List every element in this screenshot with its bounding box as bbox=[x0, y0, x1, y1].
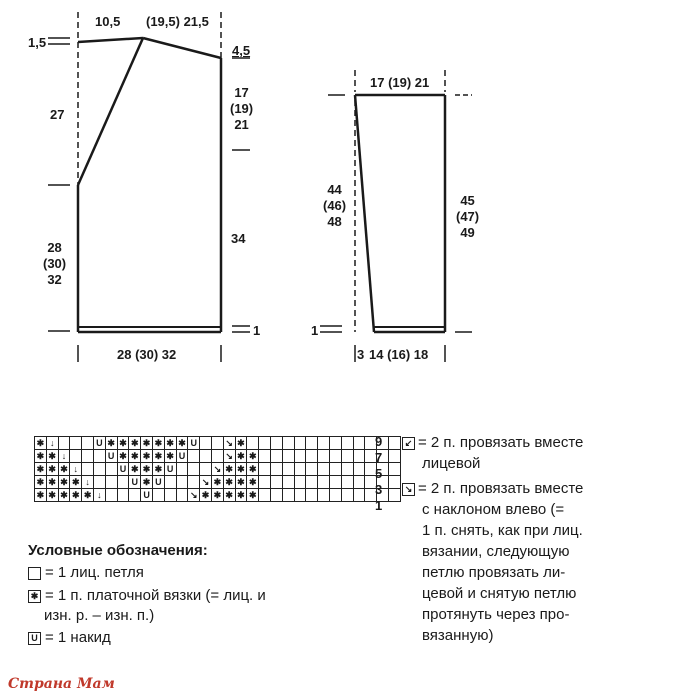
chart-cell bbox=[388, 437, 400, 450]
yarn-over-icon: U bbox=[28, 632, 41, 645]
chart-cell bbox=[294, 437, 306, 450]
chart-cell bbox=[318, 450, 330, 463]
chart-cell: ✱ bbox=[235, 476, 247, 489]
chart-cell bbox=[388, 463, 400, 476]
chart-cell bbox=[329, 437, 341, 450]
left-piece-shoulder-left bbox=[78, 38, 143, 42]
chart-cell bbox=[259, 489, 271, 502]
chart-cell: ✱ bbox=[223, 463, 235, 476]
chart-cell: ✱ bbox=[235, 437, 247, 450]
chart-cell bbox=[270, 489, 282, 502]
chart-cell: ✱ bbox=[58, 489, 70, 502]
chart-cell: U bbox=[105, 450, 117, 463]
chart-cell bbox=[152, 489, 164, 502]
chart-cell bbox=[117, 476, 129, 489]
chart-cell bbox=[176, 476, 188, 489]
bottom-width: 28 (30) 32 bbox=[117, 347, 177, 362]
chart-cell: ✱ bbox=[117, 437, 129, 450]
chart-cell: ✱ bbox=[117, 450, 129, 463]
chart-cell: ✱ bbox=[46, 463, 58, 476]
chart-cell: ✱ bbox=[223, 489, 235, 502]
chart-cell bbox=[200, 450, 212, 463]
chart-cell: ✱ bbox=[247, 463, 259, 476]
legend-garter: ✱ = 1 п. платочной вязки (= лиц. и bbox=[28, 586, 266, 606]
chart-cell: ✱ bbox=[46, 489, 58, 502]
garter-stitch-icon: ✱ bbox=[28, 590, 41, 603]
chart-cell: ✱ bbox=[247, 489, 259, 502]
chart-cell bbox=[353, 476, 365, 489]
chart-cell bbox=[318, 437, 330, 450]
chart-cell bbox=[341, 463, 353, 476]
chart-cell bbox=[82, 450, 94, 463]
row-number: 5 bbox=[375, 466, 383, 481]
chart-cell bbox=[294, 476, 306, 489]
chart-cell bbox=[306, 476, 318, 489]
body-left-height: 28 (30) 32 bbox=[43, 240, 67, 287]
chart-cell bbox=[117, 489, 129, 502]
chart-cell: ↘ bbox=[211, 463, 223, 476]
chart-cell bbox=[70, 437, 82, 450]
chart-cell: ✱ bbox=[46, 450, 58, 463]
legend-garter-cont: изн. р. – изн. п.) bbox=[44, 607, 155, 624]
chart-cell: ✱ bbox=[152, 463, 164, 476]
sleeve-bottom-a: 3 bbox=[357, 347, 365, 362]
chart-cell bbox=[259, 437, 271, 450]
row-number: 9 bbox=[375, 434, 383, 449]
chart-cell bbox=[341, 450, 353, 463]
chart-cell: ✱ bbox=[35, 437, 47, 450]
chart-cell bbox=[259, 450, 271, 463]
chart-cell bbox=[388, 476, 400, 489]
chart-cell: ↘ bbox=[188, 489, 200, 502]
chart-cell: U bbox=[152, 476, 164, 489]
row-number: 1 bbox=[375, 498, 383, 513]
left-piece-neck-diagonal bbox=[78, 38, 143, 185]
chart-cell bbox=[259, 476, 271, 489]
chart-cell bbox=[82, 463, 94, 476]
chart-cell: ✱ bbox=[82, 489, 94, 502]
chart-cell: ↓ bbox=[46, 437, 58, 450]
chart-cell bbox=[282, 476, 294, 489]
top-left-width: 10,5 bbox=[95, 14, 121, 29]
chart-cell bbox=[282, 463, 294, 476]
chart-cell: ✱ bbox=[141, 437, 153, 450]
chart-cell bbox=[294, 450, 306, 463]
chart-cell bbox=[93, 463, 105, 476]
chart-cell bbox=[318, 476, 330, 489]
chart-cell bbox=[353, 437, 365, 450]
chart-cell bbox=[294, 489, 306, 502]
body-right-height: 34 bbox=[231, 231, 246, 246]
sleeve-left-height: 44 (46) 48 bbox=[323, 182, 347, 229]
chart-cell bbox=[306, 437, 318, 450]
chart-cell: ✱ bbox=[35, 489, 47, 502]
chart-cell bbox=[247, 437, 259, 450]
chart-cell: ✱ bbox=[164, 437, 176, 450]
chart-cell bbox=[388, 489, 400, 502]
chart-cell bbox=[306, 450, 318, 463]
chart-cell: ✱ bbox=[70, 476, 82, 489]
chart-cell bbox=[259, 463, 271, 476]
chart-cell: ✱ bbox=[141, 476, 153, 489]
left-piece-shoulder-right bbox=[143, 38, 221, 58]
watermark-logo: Страна Мам bbox=[8, 676, 115, 692]
legend-knit: = 1 лиц. петля bbox=[28, 563, 144, 583]
chart-cell: U bbox=[164, 463, 176, 476]
chart-cell bbox=[93, 476, 105, 489]
chart-cell: ✱ bbox=[141, 463, 153, 476]
chart-cell bbox=[282, 437, 294, 450]
knitting-chart bbox=[34, 436, 401, 502]
chart-row bbox=[35, 450, 401, 463]
chart-cell bbox=[164, 476, 176, 489]
legend-ssk: ↘ = 2 п. провязать вместе с наклоном влево (= 1 п. снять, как при лиц. вязании, следующую петлю провязать ли- цевой и снятую петлю протянуть через про- вязанную) bbox=[402, 478, 672, 646]
chart-cell bbox=[270, 450, 282, 463]
chart-cell bbox=[93, 450, 105, 463]
legend-title: Условные обозначения: bbox=[28, 542, 208, 559]
armhole-left-height: 27 bbox=[50, 107, 65, 122]
chart-cell: ✱ bbox=[35, 450, 47, 463]
chart-cell: ✱ bbox=[141, 450, 153, 463]
sleeve-bottom-left-mark: 1 bbox=[311, 323, 319, 338]
sleeve-bottom-b: 14 (16) 18 bbox=[369, 347, 429, 362]
legend-yarn-over: U = 1 накид bbox=[28, 628, 111, 648]
chart-cell: ✱ bbox=[152, 437, 164, 450]
chart-cell: ✱ bbox=[247, 476, 259, 489]
chart-cell bbox=[329, 476, 341, 489]
chart-cell bbox=[105, 463, 117, 476]
chart-cell: ✱ bbox=[58, 476, 70, 489]
chart-cell bbox=[188, 463, 200, 476]
chart-cell bbox=[164, 489, 176, 502]
chart-row bbox=[35, 463, 401, 476]
chart-cell: ↘ bbox=[200, 476, 212, 489]
chart-cell bbox=[282, 450, 294, 463]
chart-cell bbox=[341, 437, 353, 450]
top-right-width: (19,5) 21,5 bbox=[146, 14, 209, 29]
chart-cell bbox=[70, 450, 82, 463]
chart-cell bbox=[176, 463, 188, 476]
legend-k2tog: ↙ = 2 п. провязать вместе лицевой bbox=[402, 432, 672, 474]
chart-cell: ✱ bbox=[235, 450, 247, 463]
chart-cell: ✱ bbox=[247, 450, 259, 463]
chart-cell bbox=[353, 463, 365, 476]
chart-cell: U bbox=[176, 450, 188, 463]
chart-cell: ✱ bbox=[105, 437, 117, 450]
chart-row bbox=[35, 476, 401, 489]
sleeve-left-edge bbox=[355, 95, 374, 332]
chart-cell bbox=[211, 437, 223, 450]
chart-cell bbox=[353, 489, 365, 502]
chart-cell: ↓ bbox=[58, 450, 70, 463]
sleeve-top-width: 17 (19) 21 bbox=[370, 75, 430, 90]
chart-cell: ✱ bbox=[129, 450, 141, 463]
chart-cell bbox=[270, 437, 282, 450]
chart-cell bbox=[200, 437, 212, 450]
chart-cell bbox=[306, 463, 318, 476]
chart-cell bbox=[58, 437, 70, 450]
chart-cell: ✱ bbox=[235, 489, 247, 502]
left-top-mark: 1,5 bbox=[28, 35, 47, 50]
chart-cell: U bbox=[129, 476, 141, 489]
bottom-right-mark: 1 bbox=[253, 323, 261, 338]
chart-cell bbox=[105, 476, 117, 489]
chart-cell bbox=[129, 489, 141, 502]
chart-cell: ✱ bbox=[164, 450, 176, 463]
empty-square-icon bbox=[28, 567, 41, 580]
chart-row bbox=[35, 437, 401, 450]
chart-cell bbox=[82, 437, 94, 450]
chart-cell: ✱ bbox=[70, 489, 82, 502]
k2tog-icon: ↙ bbox=[402, 437, 415, 450]
chart-cell bbox=[105, 489, 117, 502]
right-top-mark: 4,5 bbox=[232, 43, 251, 58]
row-number: 3 bbox=[375, 482, 383, 497]
chart-cell: ✱ bbox=[46, 476, 58, 489]
chart-cell bbox=[306, 489, 318, 502]
chart-cell: ↓ bbox=[70, 463, 82, 476]
chart-cell bbox=[188, 476, 200, 489]
chart-cell: ↘ bbox=[223, 437, 235, 450]
chart-cell: ✱ bbox=[35, 463, 47, 476]
armhole-right-height: 17 (19) 21 bbox=[230, 85, 254, 132]
chart-cell bbox=[329, 489, 341, 502]
chart-cell: ↓ bbox=[93, 489, 105, 502]
chart-cell bbox=[200, 463, 212, 476]
chart-cell bbox=[188, 450, 200, 463]
chart-cell bbox=[282, 489, 294, 502]
chart-cell: ✱ bbox=[129, 463, 141, 476]
chart-cell: U bbox=[188, 437, 200, 450]
row-number: 7 bbox=[375, 450, 383, 465]
chart-cell: U bbox=[117, 463, 129, 476]
chart-cell bbox=[388, 450, 400, 463]
chart-cell: U bbox=[141, 489, 153, 502]
chart-cell bbox=[329, 450, 341, 463]
chart-row bbox=[35, 489, 401, 502]
chart-cell: ✱ bbox=[223, 476, 235, 489]
chart-cell bbox=[270, 463, 282, 476]
chart-cell bbox=[270, 476, 282, 489]
chart-cell bbox=[176, 489, 188, 502]
chart-cell bbox=[318, 463, 330, 476]
chart-cell: ↓ bbox=[82, 476, 94, 489]
chart-cell bbox=[341, 476, 353, 489]
chart-cell: ✱ bbox=[211, 489, 223, 502]
chart-cell: ✱ bbox=[176, 437, 188, 450]
chart-cell bbox=[353, 450, 365, 463]
chart-cell: ✱ bbox=[58, 463, 70, 476]
chart-cell bbox=[318, 489, 330, 502]
chart-cell bbox=[294, 463, 306, 476]
chart-cell bbox=[341, 489, 353, 502]
ssk-icon: ↘ bbox=[402, 483, 415, 496]
chart-cell: ✱ bbox=[129, 437, 141, 450]
chart-cell bbox=[211, 450, 223, 463]
chart-cell: ↘ bbox=[223, 450, 235, 463]
sleeve-right-height: 45 (47) 49 bbox=[456, 193, 480, 240]
chart-cell: ✱ bbox=[211, 476, 223, 489]
chart-cell: ✱ bbox=[200, 489, 212, 502]
chart-cell: ✱ bbox=[152, 450, 164, 463]
chart-cell: ✱ bbox=[35, 476, 47, 489]
chart-cell: ✱ bbox=[235, 463, 247, 476]
chart-cell bbox=[329, 463, 341, 476]
chart-cell: U bbox=[93, 437, 105, 450]
